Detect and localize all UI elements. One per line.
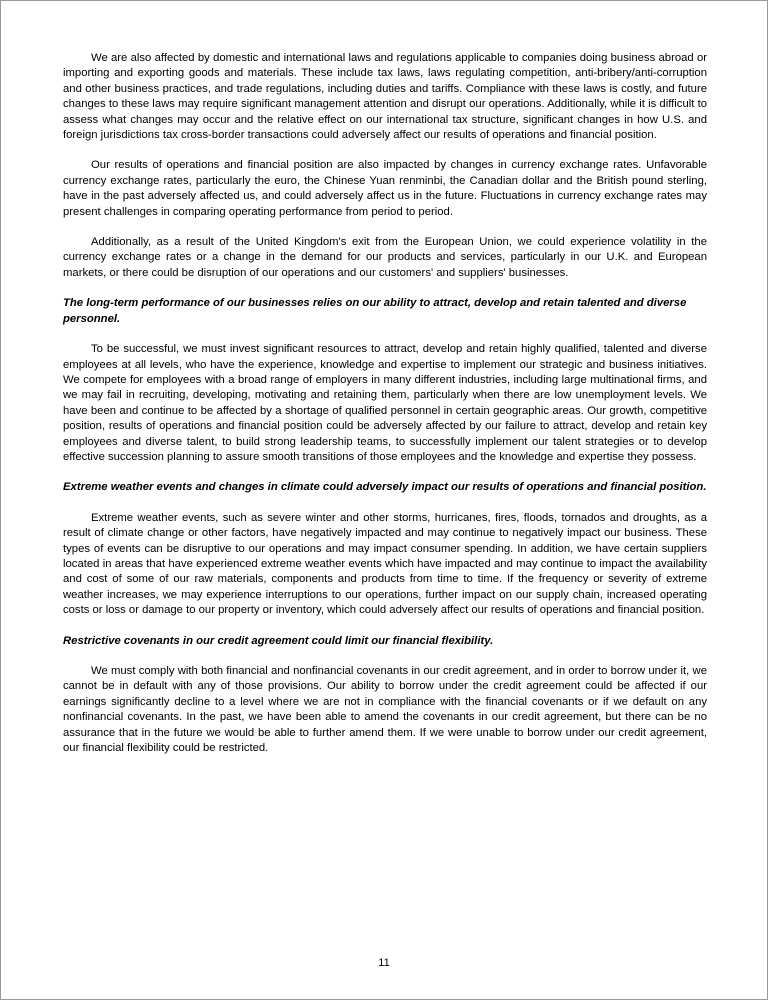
paragraph: Additionally, as a result of the United Kingdom's exit from the European Union, we could experience volatility in the currency exchange rates or a change in the demand for our products and services, particularly in our U.K. and European markets, or there could be disruption of our operations and our customers' and suppliers' businesses. [63, 236, 707, 279]
paragraph: We must comply with both financial and nonfinancial covenants in our credit agreement, and in order to borrow under it, we cannot be in default with any of those provisions. Our ability to borrow under the credit agreement could be affected if our earnings significantly decline to a level where we are not in compliance with the financial covenants or if we default on any nonfinancial covenants. In the past, we have been able to amend the covenants in our credit agreement, but there can be no assurance that in the future we would be able to further amend them. If we were unable to borrow under our credit agreement, our financial flexibility could be restricted. [63, 665, 707, 755]
page-number: 11 [378, 957, 390, 969]
paragraph-block [63, 511, 707, 619]
section-heading-block [63, 480, 707, 495]
paragraph-block [63, 235, 707, 281]
paragraph: Extreme weather events, such as severe winter and other storms, hurricanes, fires, floods, tornados and droughts, as a result of climate change or other factors, have negatively impacted and may continue to negatively impact our business. These types of events can be disruptive to our operations and may impact consumer spending. In addition, we have certain suppliers located in areas that have experienced extreme weather events which have impacted and may continue to impact the availability and cost of some of our raw materials, components and products from time to time. If the frequency or severity of extreme weather increases, we may experience interruptions to our operations, further impact on our supply chain, increased operating costs or loss or damage to our property or inventory, which could adversely affect our results of operations and financial position. [63, 511, 707, 617]
section-heading: Restrictive covenants in our credit agreement could limit our financial flexibility. [63, 634, 494, 647]
paragraph-block [63, 51, 707, 143]
section-heading: Extreme weather events and changes in climate could adversely impact our results of operations and financial position. [63, 481, 707, 494]
section-heading-block [63, 634, 707, 649]
paragraph-block [63, 158, 707, 220]
section-heading: The long-term performance of our businesses relies on our ability to attract, develop and retain talented and diverse personnel. [63, 297, 687, 325]
paragraph-block [63, 342, 707, 465]
paragraph-block [63, 664, 707, 756]
paragraph: We are also affected by domestic and international laws and regulations applicable to companies doing business abroad or importing and exporting goods and materials. These include tax laws, laws regulating competition, anti-bribery/anti-corruption and other business practices, and trade regulations, including duties and tariffs. Compliance with these laws is costly, and future changes to these laws may require significant management attention and disrupt our operations. Additionally, while it is difficult to assess what changes may occur and the relative effect on our international tax structure, significant changes in how U.S. and foreign jurisdictions tax cross-border transactions could adversely affect our results of operations and financial position. [63, 52, 707, 142]
paragraph: Our results of operations and financial position are also impacted by changes in currency exchange rates. Unfavorable currency exchange rates, particularly the euro, the Chinese Yuan renminbi, the Canadian dollar and the British pound sterling, have in the past adversely affected us, and could adversely affect us in the future. Fluctuations in currency exchange rates may present challenges in comparing operating performance from period to period. [63, 159, 707, 218]
paragraph: To be successful, we must invest significant resources to attract, develop and retain highly qualified, talented and diverse employees at all levels, who have the experience, knowledge and expertise to implement our strategic and business initiatives. We compete for employees with a broad range of employers in many different industries, including large multinational firms, and we may fail in recruiting, developing, motivating and retaining them, particularly when there are low unemployment levels. We have been and continue to be affected by a shortage of qualified personnel in certain geographic areas. Our growth, competitive position, results of operations and financial position could be adversely affected by our failure to attract, develop and retain key employees and diverse talent, to build strong leadership teams, to successfully implement our talent strategies or to develop effective succession planning to assure smooth transitions of those employees and the knowledge and expertise they possess. [63, 343, 707, 463]
section-heading-block [63, 296, 707, 327]
page-content [63, 51, 707, 756]
